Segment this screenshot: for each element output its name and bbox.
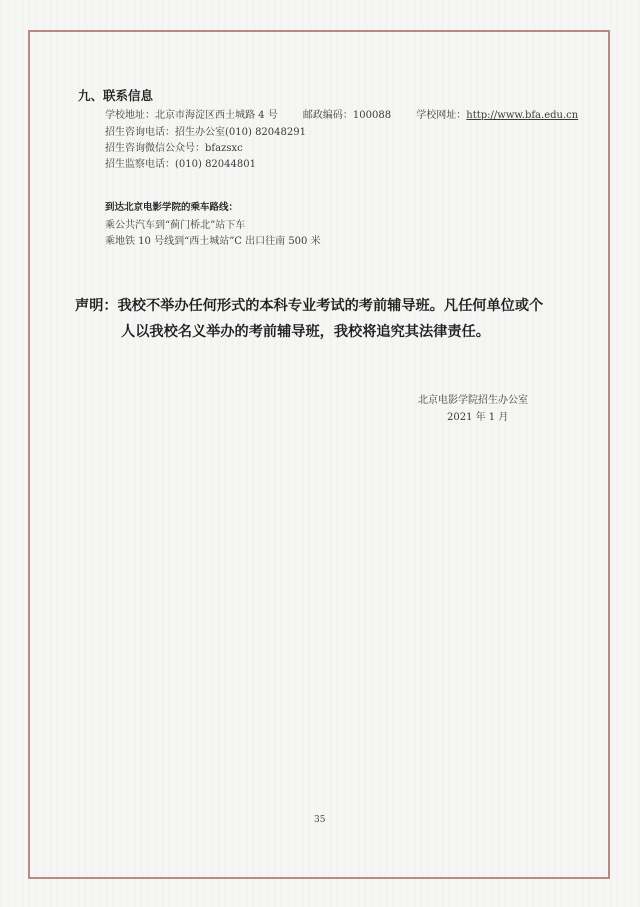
statement-line-1: 声明：我校不举办任何形式的本科专业考试的考前辅导班。凡任何单位或个 <box>75 298 544 314</box>
supervision-phone: 招生监察电话：(010) 82044801 <box>105 159 256 170</box>
website-label: 学校网址： <box>416 110 467 121</box>
route-title: 到达北京电影学院的乘车路线： <box>105 202 239 213</box>
page-number: 35 <box>314 815 326 825</box>
section-heading: 九、联系信息 <box>78 88 154 103</box>
signature-office: 北京电影学院招生办公室 <box>418 395 528 406</box>
website-link[interactable]: http://www.bfa.edu.cn <box>466 110 579 121</box>
signature-date: 2021 年 1 月 <box>447 412 509 423</box>
bus-route: 乘公共汽车到“蓟门桥北”站下车 <box>105 220 246 231</box>
postal-code: 邮政编码：100088 <box>302 110 392 121</box>
statement-paragraph <box>75 293 595 345</box>
admissions-phone: 招生咨询电话：招生办公室(010) 82048291 <box>105 127 306 138</box>
address-line <box>105 106 578 121</box>
wechat-account: 招生咨询微信公众号：bfazsxc <box>105 143 243 154</box>
statement-line-2: 人以我校名义举办的考前辅导班，我校将追究其法律责任。 <box>121 324 490 340</box>
school-address: 学校地址：北京市海淀区西土城路 4 号 <box>105 110 278 121</box>
subway-route: 乘地铁 10 号线到“西土城站”C 出口往南 500 米 <box>105 236 321 247</box>
